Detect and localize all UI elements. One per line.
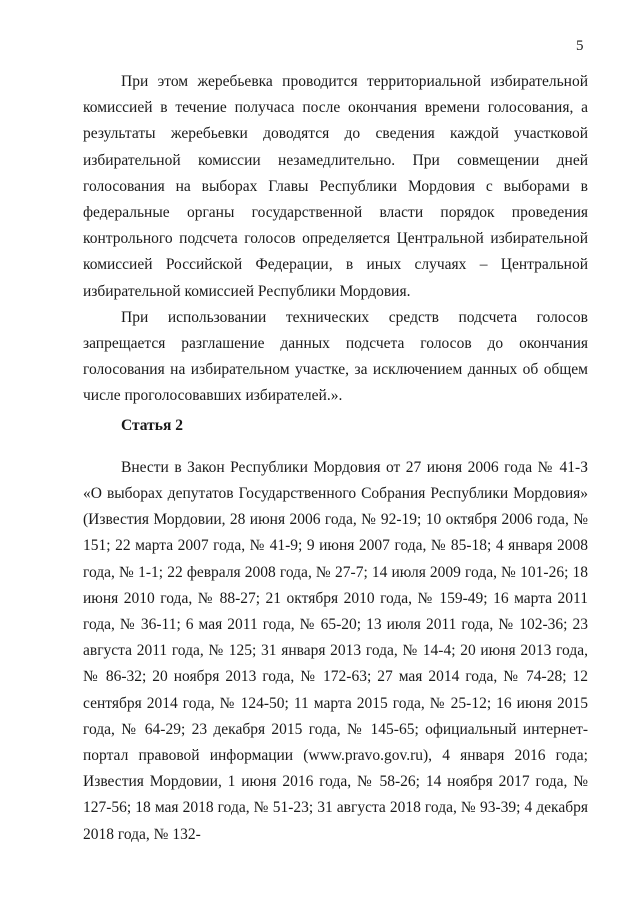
article-heading: Статья 2 <box>121 416 183 434</box>
paragraph-technical-means: При использовании технических средств подсчета голосов запрещается разглашение данных подсчета голосов до окончания голосования на избирательном участке, за исключением данных об общем числе проголосовавших избирателей.». <box>83 308 588 405</box>
paragraph-lottery-procedure: При этом жеребьевка проводится территориальной избирательной комиссией в течение получаса после окончания времени голосования, а результаты жеребьевки доводятся до сведения каждой участковой избирательной комиссии незамедлительно. При совмещении дней голосования на выборах Главы Республики Мордовия с выборами в федеральные органы государственной власти порядок проведения контрольного подсчета голосов определяется Центральной избирательной комиссией Российской Федерации, в иных случаях – Центральной избирательной комиссией Республики Мордовия. <box>83 73 588 300</box>
page-number: 5 <box>576 38 584 54</box>
paragraph-law-amendment: Внести в Закон Республики Мордовия от 27 июня 2006 года № 41-З «О выборах депутатов Государственного Собрания Республики Мордовия» (Известия Мордовии, 28 июня 2006 года, № 92-19; 10 октября 2006 года, № 151; 22 марта 2007 года, № 41-9; 9 июня 2007 года, № 85-18; 4 января 2008 года, № 1-1; 22 февраля 2008 года, № 27-7; 14 июля 2009 года, № 101-26; 18 июня 2010 года, № 88-27; 21 октября 2010 года, № 159-49; 16 марта 2011 года, № 36-11; 6 мая 2011 года, № 65-20; 13 июля 2011 года, № 102-36; 23 августа 2011 года, № 125; 31 января 2013 года, № 14-4; 20 июня 2013 года, № 86-32; 20 ноября 2013 года, № 172-63; 27 мая 2014 года, № 74-28; 12 сентября 2014 года, № 124-50; 11 марта 2015 года, № 25-12; 16 июня 2015 года, № 64-29; 23 декабря 2015 года, № 145-65; официальный интернет-портал правовой информации (www.pravo.gov.ru), 4 января 2016 года; Известия Мордовии, 1 июня 2016 года, № 58-26; 14 ноября 2017 года, № 127-56; 18 мая 2018 года, № 51-23; 31 августа 2018 года, № 93-39; 4 декабря 2018 года, № 132- <box>83 458 588 843</box>
